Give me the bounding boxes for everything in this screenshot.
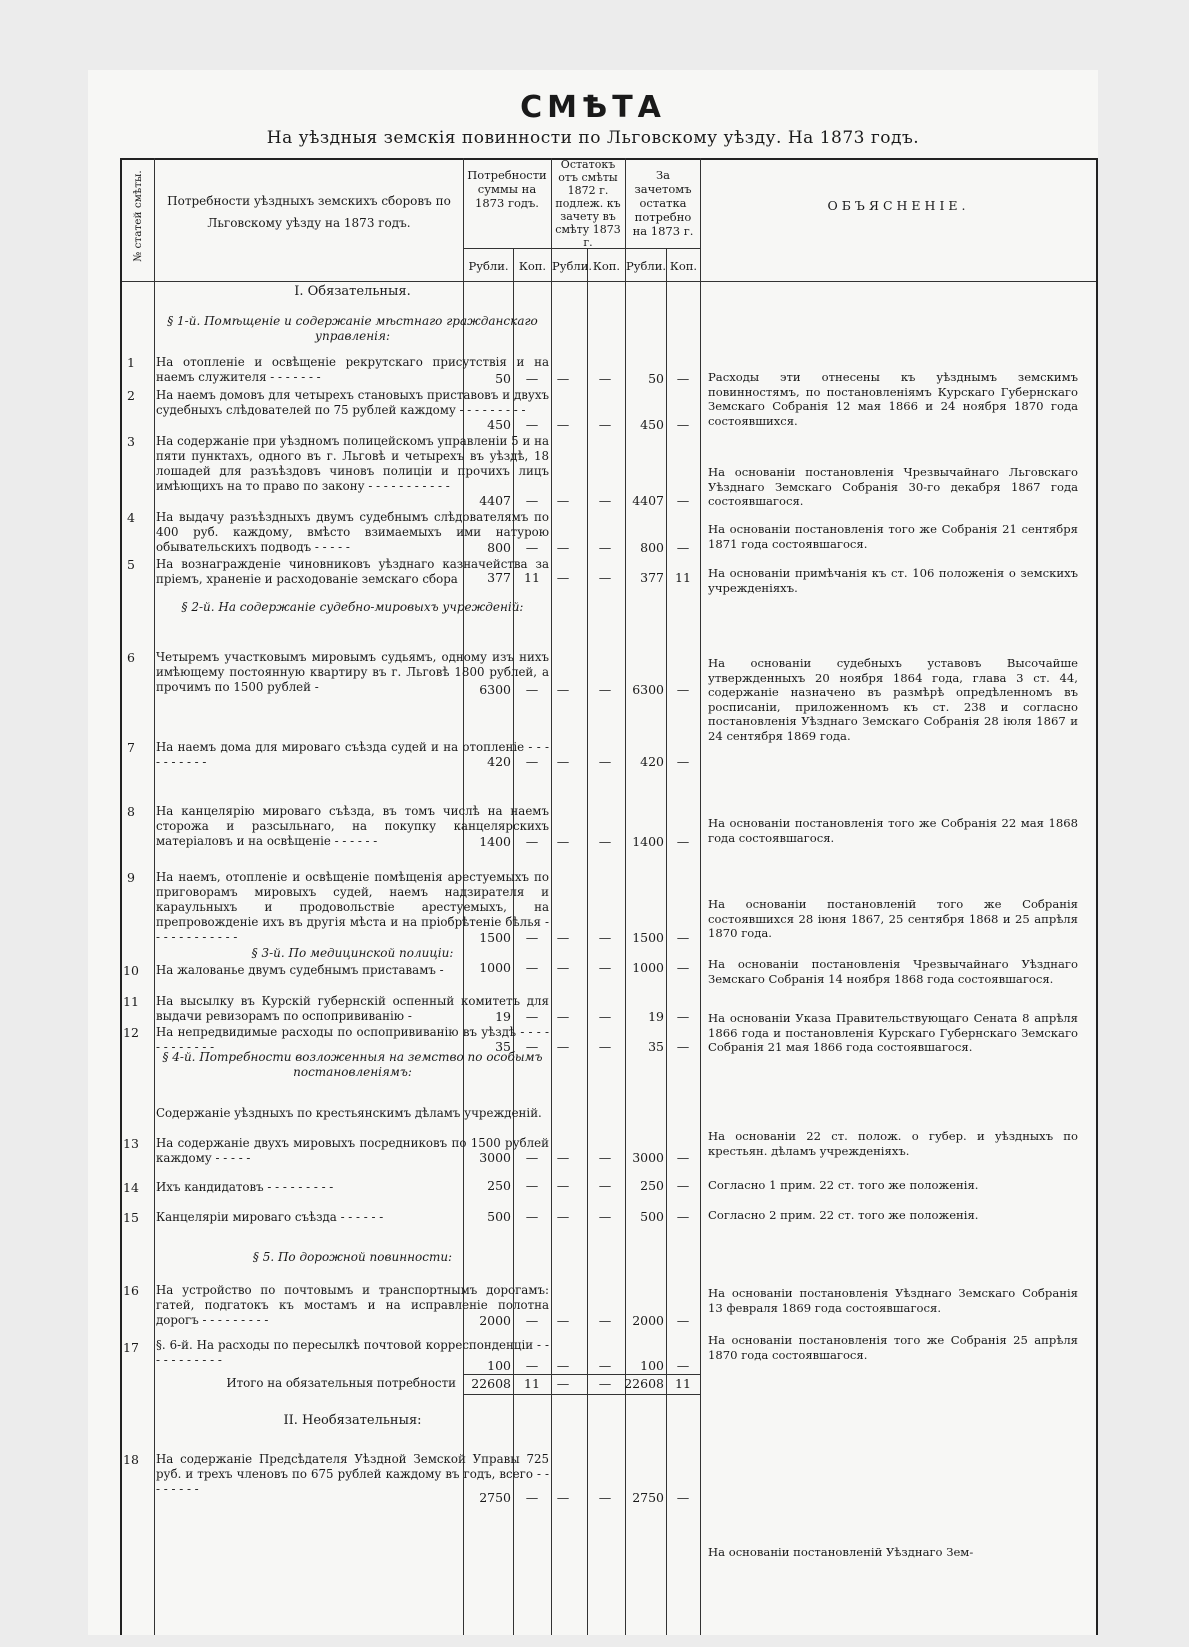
rest-rub: — [556,960,570,975]
rest-rub: — [556,682,570,697]
row-description: На высылку въ Курскій губернскій оспенный комитетъ для выдачи ревизорамъ по оспопрививанію - [156,994,549,1023]
need-kop: — [525,371,539,386]
rest-rub: — [556,570,570,585]
explanation-note: На основаніи 22 ст. полож. о губер. и уѣздныхъ по крестьян. дѣламъ учрежденіяхъ. [708,1129,1078,1158]
need-rub: 35 [495,1039,511,1054]
need-kop: — [525,834,539,849]
need-rub: 450 [487,417,511,432]
unit-rub-3: Рубли. [626,259,667,273]
need-kop: — [525,1009,539,1024]
row-description: На содержаніе Предсѣдателя Уѣздной Земской Управы 725 руб. и трехъ членовъ по 675 рублей каждому въ годъ, всего - - - - - - - - [156,1452,549,1496]
col-header-explanation: ОБЪЯСНЕНІЕ. [827,198,970,213]
rest-rub: — [556,1358,570,1373]
need-rub: 420 [487,754,511,769]
row-description: На отопленіе и освѣщеніе рекрутскаго присутствія и на наемъ служителя - - - - - - - [156,355,549,384]
group-heading-optional: II. Необязательныя: [283,1413,422,1428]
row-description: Канцеляріи мироваго съѣзда - - - - - - [156,1210,384,1224]
section-heading-1: § 1-й. Помѣщеніе и содержаніе мѣстнаго гражданскаго управленія: [167,314,538,343]
section-4-subheading: Содержаніе уѣздныхъ по крестьянскимъ дѣламъ учрежденій. [156,1106,542,1120]
rest-kop: — [598,417,612,432]
need-rub: 4407 [479,493,511,508]
rest-rub: — [556,754,570,769]
row-description: Ихъ кандидатовъ - - - - - - - - - [156,1180,334,1194]
explanation-note: На основаніи Указа Правительствующаго Сената 8 апрѣля 1866 года и постановленія Курскаго Губернскаго Земскаго Собранія 21 мая 1866 года состоявшагося. [708,1011,1078,1054]
total-line-bottom [463,1394,700,1395]
rest-rub: — [556,371,570,386]
net-kop: — [676,1178,690,1193]
rest-kop: — [598,540,612,555]
need-rub: 800 [487,540,511,555]
explanation-note: На основаніи постановленія того же Собранія 22 мая 1868 года состоявшагося. [708,816,1078,845]
row-description: На непредвидимые расходы по оспопрививанію въ уѣздѣ - - - - - - - - - - - - [156,1025,549,1054]
rest-rub: — [556,1490,570,1505]
row-description: §. 6-й. На расходы по пересылкѣ почтовой корреспонденціи - - - - - - - - - - - [156,1338,549,1367]
net-rub: 1400 [632,834,664,849]
net-rub: 2750 [632,1490,664,1505]
rest-rub: — [556,834,570,849]
need-kop: — [525,960,539,975]
net-rub: 250 [640,1178,664,1193]
row-description: На содержаніе двухъ мировыхъ посредниковъ по 1500 рублей каждому - - - - - [156,1136,549,1165]
document-page [88,70,1098,1635]
row-number: 11 [123,994,139,1009]
rest-rub: — [556,1313,570,1328]
net-rub: 3000 [632,1150,664,1165]
need-kop: — [525,1209,539,1224]
rest-rub: — [556,1009,570,1024]
need-rub: 1500 [479,930,511,945]
explanation-note: На основаніи примѣчанія къ ст. 106 положенія о земскихъ учрежденіяхъ. [708,566,1078,595]
explanation-note: Согласно 2 прим. 22 ст. того же положенія. [708,1208,979,1222]
row-number: 15 [123,1210,139,1225]
need-rub: 2750 [479,1490,511,1505]
row-number: 8 [127,804,135,819]
unit-kop-1: Коп. [518,259,547,273]
net-kop: — [676,960,690,975]
net-kop: — [676,930,690,945]
unit-rub-2: Рубли. [552,259,593,273]
need-kop: — [525,1150,539,1165]
section-heading-2: § 2-й. На содержаніе судебно-мировыхъ учрежденій: [181,600,524,614]
net-rub: 450 [640,417,664,432]
need-kop: — [525,1490,539,1505]
need-rub: 19 [495,1009,511,1024]
need-rub: 50 [495,371,511,386]
need-kop: — [525,540,539,555]
need-kop: — [525,493,539,508]
net-rub: 1000 [632,960,664,975]
row-description: На выдачу разъѣздныхъ двумъ судебнымъ слѣдователямъ по 400 руб. каждому, вмѣсто взимаемыхъ ими натурою обывательскихъ подводъ - - - - - [156,510,549,554]
net-kop: — [676,417,690,432]
document-title: СМѢТА [520,90,666,125]
need-rub: 3000 [479,1150,511,1165]
rest-rub: — [556,1039,570,1054]
explanation-note: На основаніи постановленія Чрезвычайнаго Льговскаго Уѣзднаго Земскаго Собранія 30-го декабря 1867 года состоявшагося. [708,465,1078,508]
row-number: 10 [123,963,139,978]
net-kop: — [676,493,690,508]
net-rub: 4407 [632,493,664,508]
row-number: 7 [127,740,135,755]
need-rub: 250 [487,1178,511,1193]
col-divider-num [154,158,155,1635]
row-description: На канцелярію мироваго съѣзда, въ томъ числѣ на наемъ сторожа и разсыльнаго, на покупку канцелярскихъ матеріаловъ и на освѣщеніе - - - - - - [156,804,549,848]
rest-kop: — [598,1150,612,1165]
rest-rub: — [556,1178,570,1193]
rest-rub: — [556,930,570,945]
rest-kop: — [598,1313,612,1328]
need-rub: 1000 [479,960,511,975]
unit-rub-1: Рубли. [468,259,509,273]
net-kop: — [676,1313,690,1328]
document-subtitle: На уѣздныя земскія повинности по Льговскому уѣзду. На 1873 годъ. [266,128,920,148]
rest-kop: — [598,1358,612,1373]
net-kop: — [676,1209,690,1224]
rest-kop: — [598,682,612,697]
need-kop: — [525,1178,539,1193]
rest-rub: — [556,540,570,555]
section-heading-3: § 3-й. По медицинской полиціи: [251,946,454,960]
row-description: Четыремъ участковымъ мировымъ судьямъ, одному изъ нихъ имѣющему постоянную квартиру въ г. Льговѣ 1800 рублей, а прочимъ по 1500 рублей - [156,650,549,694]
row-description: На наемъ, отопленіе и освѣщеніе помѣщенія арестуемыхъ по приговорамъ мировыхъ судей, наемъ надзирателя и караульныхъ и продовольствіе арестуемыхъ, на препровожденіе ихъ въ другія мѣста и на пріобрѣтеніе бѣлья - - - - - - - - - - - - [156,870,549,944]
rest-rub: — [556,1209,570,1224]
total-rest-kop: — [598,1376,612,1391]
rest-kop: — [598,371,612,386]
total-rest-rub: — [556,1376,570,1391]
col-header-net: За зачетомъ остатка потребно на 1873 г. [632,168,694,238]
rest-rub: — [556,1150,570,1165]
rest-kop: — [598,754,612,769]
need-kop: — [525,754,539,769]
row-number: 6 [127,650,135,665]
table-left-border [120,158,122,1635]
rest-kop: — [598,930,612,945]
total-net-kop: 11 [675,1376,691,1391]
rest-kop: — [598,1009,612,1024]
explanation-note: Расходы эти отнесены къ уѣзднымъ земскимъ повинностямъ, по постановленіямъ Курскаго Губернскаго Земскаго Собранія 12 мая 1866 и 24 ноября 1870 года состоявшихся. [708,370,1078,428]
row-number: 3 [127,434,135,449]
explanation-note: На основаніи постановленія Чрезвычайнаго Уѣзднаго Земскаго Собранія 14 ноября 1868 года состоявшагося. [708,957,1078,986]
unit-kop-3: Коп. [669,259,698,273]
explanation-note: На основаніи судебныхъ уставовъ Высочайше утвержденныхъ 20 ноября 1864 года, глава 3 ст. 44, содержаніе назначено въ размѣрѣ опредѣленномъ въ росписаніи, приложенномъ къ ст. 238 и согласно постановленія Уѣзднаго Земскаго Собранія 28 іюля 1867 и 24 сентября 1869 года. [708,656,1078,743]
col-header-num: № статей смѣты. [132,170,144,262]
need-kop: 11 [524,570,540,585]
rest-kop: — [598,1209,612,1224]
net-kop: — [676,371,690,386]
need-rub: 1400 [479,834,511,849]
net-rub: 6300 [632,682,664,697]
explanation-note: На основаніи постановленія Уѣзднаго Земскаго Собранія 13 февраля 1869 года состоявшагося. [708,1286,1078,1315]
net-kop: — [676,540,690,555]
need-kop: — [525,1358,539,1373]
section-heading-4: § 4-й. Потребности возложенныя на земство по особымъ постановленіямъ: [162,1050,543,1079]
total-net-rub: 22608 [624,1376,664,1391]
net-rub: 377 [640,570,664,585]
net-rub: 35 [648,1039,664,1054]
col-header-rest: Остатокъ отъ смѣты 1872 г. подлеж. къ зачету въ смѣту 1873 г. [555,158,621,249]
rest-rub: — [556,417,570,432]
need-rub: 2000 [479,1313,511,1328]
net-kop: — [676,1150,690,1165]
net-rub: 19 [648,1009,664,1024]
need-rub: 100 [487,1358,511,1373]
net-rub: 420 [640,754,664,769]
rest-kop: — [598,834,612,849]
row-number: 9 [127,870,135,885]
need-kop: — [525,1313,539,1328]
rest-rub: — [556,493,570,508]
need-kop: — [525,1039,539,1054]
total-need-kop: 11 [524,1376,540,1391]
net-rub: 100 [640,1358,664,1373]
explanation-note: На основаніи постановленія того же Собранія 25 апрѣля 1870 года состоявшагося. [708,1333,1078,1362]
need-rub: 500 [487,1209,511,1224]
explanation-note: На основаніи постановленій Уѣзднаго Зем- [708,1545,974,1559]
net-kop: — [676,1358,690,1373]
col-divider-net [700,158,701,1635]
need-kop: — [525,930,539,945]
row-number: 13 [123,1136,139,1151]
row-description: На наемъ дома для мироваго съѣзда судей и на отопленіе - - - - - - - - - - [156,740,549,769]
table-right-border [1096,158,1098,1635]
row-number: 12 [123,1025,139,1040]
net-kop: — [676,1490,690,1505]
rest-kop: — [598,570,612,585]
col-header-need: Потребности суммы на 1873 годъ. [467,168,547,210]
row-description: На устройство по почтовымъ и транспортнымъ дорогамъ: гатей, подгатокъ къ мостамъ и на исправленіе полотна дорогъ - - - - - - - - - [156,1283,549,1327]
need-kop: — [525,682,539,697]
total-need-rub: 22608 [471,1376,511,1391]
rest-kop: — [598,1178,612,1193]
net-rub: 800 [640,540,664,555]
rest-kop: — [598,960,612,975]
row-number: 4 [127,510,135,525]
net-kop: — [676,754,690,769]
explanation-note: Согласно 1 прим. 22 ст. того же положенія. [708,1178,979,1192]
row-number: 17 [123,1340,139,1355]
header-bottom-border [120,281,1098,282]
section-heading-5: § 5. По дорожной повинности: [252,1250,453,1264]
explanation-note: На основаніи постановленія того же Собранія 21 сентября 1871 года состоявшагося. [708,522,1078,551]
net-rub: 50 [648,371,664,386]
col-header-desc: Потребности уѣздныхъ земскихъ сборовъ по Льговскому уѣзду на 1873 годъ. [167,194,451,230]
row-description: На содержаніе при уѣздномъ полицейскомъ управленіи 5 и на пяти пунктахъ, одного въ г. Льговѣ и четырехъ въ уѣздѣ, 18 лошадей для разъѣздовъ чиновъ полиціи и прочихъ лицъ имѣющихъ на то право по закону - - - - - - - - - - - [156,434,549,493]
row-number: 5 [127,557,135,572]
net-kop: 11 [675,570,691,585]
net-kop: — [676,1009,690,1024]
total-label: Итого на обязательныя потребности [226,1376,456,1390]
explanation-note: На основаніи постановленій того же Собранія состоявшихся 28 іюня 1867, 25 сентября 1868 и 25 апрѣля 1870 года. [708,897,1078,940]
row-number: 16 [123,1283,139,1298]
group-heading-mandatory: I. Обязательныя. [294,284,411,299]
rest-kop: — [598,1490,612,1505]
net-rub: 2000 [632,1313,664,1328]
row-description: На вознагражденіе чиновниковъ уѣзднаго казначейства за пріемъ, храненіе и расходованіе земскаго сбора [156,557,549,586]
net-kop: — [676,682,690,697]
row-number: 14 [123,1180,139,1195]
total-line-top [463,1374,700,1375]
net-kop: — [676,834,690,849]
need-kop: — [525,417,539,432]
row-description: На жалованье двумъ судебнымъ приставамъ - [156,963,444,977]
unit-kop-2: Коп. [592,259,621,273]
row-number: 18 [123,1452,139,1467]
row-number: 2 [127,388,135,403]
net-rub: 1500 [632,930,664,945]
row-description: На наемъ домовъ для четырехъ становыхъ приставовъ и двухъ судебныхъ слѣдователей по 75 рублей каждому - - - - - - - - - [156,388,549,417]
net-rub: 500 [640,1209,664,1224]
rest-kop: — [598,493,612,508]
rest-kop: — [598,1039,612,1054]
net-kop: — [676,1039,690,1054]
row-number: 1 [127,355,135,370]
need-rub: 6300 [479,682,511,697]
need-rub: 377 [487,570,511,585]
